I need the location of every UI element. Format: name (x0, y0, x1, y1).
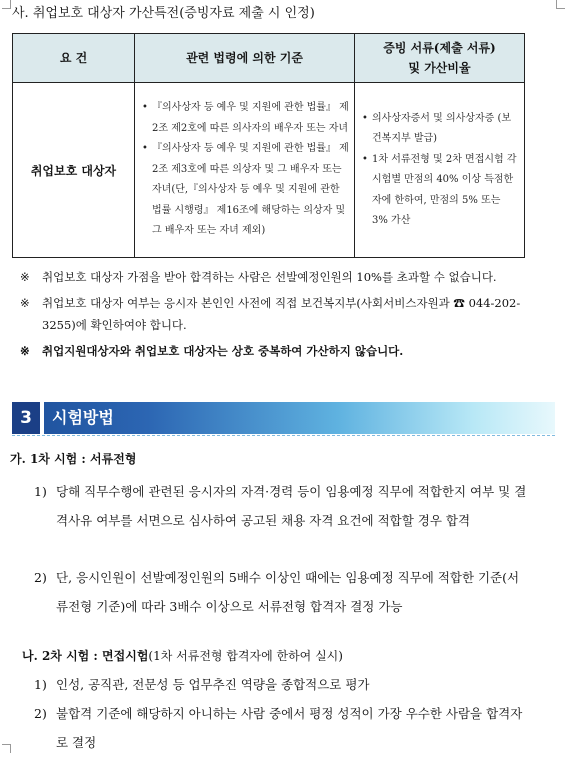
note-item (20, 266, 530, 288)
requirements-table (12, 33, 525, 258)
note-item (20, 292, 530, 336)
section-number: 3 (12, 402, 40, 434)
criteria-cell (135, 83, 355, 258)
exam2-heading-note: (1차 서류전형 합격자에 한하여 실시) (148, 649, 343, 663)
section-separator (40, 402, 44, 434)
header-condition: 요 건 (13, 34, 135, 83)
section-divider (12, 435, 555, 436)
exam2-heading-label: 나. 2차 시험 : 면접시험 (22, 649, 149, 663)
item-text: 불합격 기준에 해당하지 아니하는 사람 중에서 평정 성적이 가장 우수한 사람을 합격자로 결정 (56, 706, 523, 750)
header-documents-line1: 증빙 서류(제출 서류) (383, 41, 496, 55)
notes-list (20, 266, 530, 366)
condition-cell: 취업보호 대상자 (13, 83, 135, 258)
note-text: 취업보호 대상자 가점을 받아 합격하는 사람은 선발예정인원의 10%를 초과할 수 없습니다. (42, 270, 497, 284)
list-item: • 1차 서류전형 및 2차 면접시험 각 시험별 만점의 40% 이상 득점한 자에 한하여, 만점의 5% 또는 3% 가산 (362, 150, 519, 232)
corner-mark-bottom-left (2, 744, 11, 753)
criteria-list (136, 98, 353, 242)
section-title: 사. 취업보호 대상자 가산특전(증빙자료 제출 시 인정) (12, 6, 315, 21)
list-item (34, 563, 528, 621)
list-item (34, 670, 528, 699)
table-header-row (13, 34, 525, 83)
item-text: 인성, 공직관, 전문성 등 업무추진 역량을 종합적으로 평가 (56, 677, 370, 692)
item-number: 1) (34, 484, 47, 499)
note-mark: ※ (20, 270, 30, 284)
header-documents-line2: 및 가산비율 (408, 61, 471, 75)
note-mark: ※ (20, 296, 30, 310)
exam2-heading (22, 647, 343, 664)
documents-list (356, 109, 523, 232)
list-item (34, 699, 528, 757)
documents-cell (355, 83, 525, 258)
note-item (20, 340, 530, 362)
table-row (13, 83, 525, 258)
list-item: • 『의사상자 등 예우 및 지원에 관한 법률』 제2조 제2호에 따른 의사자의 배우자 또는 자녀 (142, 98, 349, 139)
item-text: 단, 응시인원이 선발예정인원의 5배수 이상인 때에는 임용예정 직무에 적합한 기준(서류전형 기준)에 따라 3배수 이상으로 서류전형 합격자 결정 가능 (56, 570, 520, 614)
note-text: 취업지원대상자와 취업보호 대상자는 상호 중복하여 가산하지 않습니다. (42, 344, 404, 358)
list-item: • 『의사상자 등 예우 및 지원에 관한 법률』 제2조 제3호에 따른 의상자 및 그 배우자 또는 자녀(단,『의사상자 등 예우 및 지원에 관한 법률 시행령』 제16조에 해당하는 의상자 및 그 배우자 또는 자녀 제외) (142, 139, 349, 242)
corner-mark-top-right (556, 0, 565, 9)
note-text: 취업보호 대상자 여부는 응시자 본인인 사전에 직접 보건복지부(사회서비스자원과 ☎ 044-202-3255)에 확인하여야 합니다. (42, 296, 521, 332)
header-criteria: 관련 법령에 의한 기준 (135, 34, 355, 83)
list-item: • 의사상자증서 및 의사상자증 (보건복지부 발급) (362, 109, 519, 150)
item-number: 1) (34, 677, 47, 692)
section-header-title: 시험방법 (52, 408, 114, 427)
item-number: 2) (34, 706, 47, 721)
list-item (34, 477, 528, 535)
corner-mark-top-left (2, 0, 11, 9)
item-text: 당해 직무수행에 관련된 응시자의 자격·경력 등이 임용예정 직무에 적합한지 여부 및 결격사유 여부를 서면으로 심사하여 공고된 채용 자격 요건에 적합할 경우 합격 (56, 484, 527, 528)
item-number: 2) (34, 570, 47, 585)
note-mark: ※ (20, 344, 30, 358)
exam1-heading: 가. 1차 시험 : 서류전형 (10, 452, 137, 466)
header-documents (355, 34, 525, 83)
